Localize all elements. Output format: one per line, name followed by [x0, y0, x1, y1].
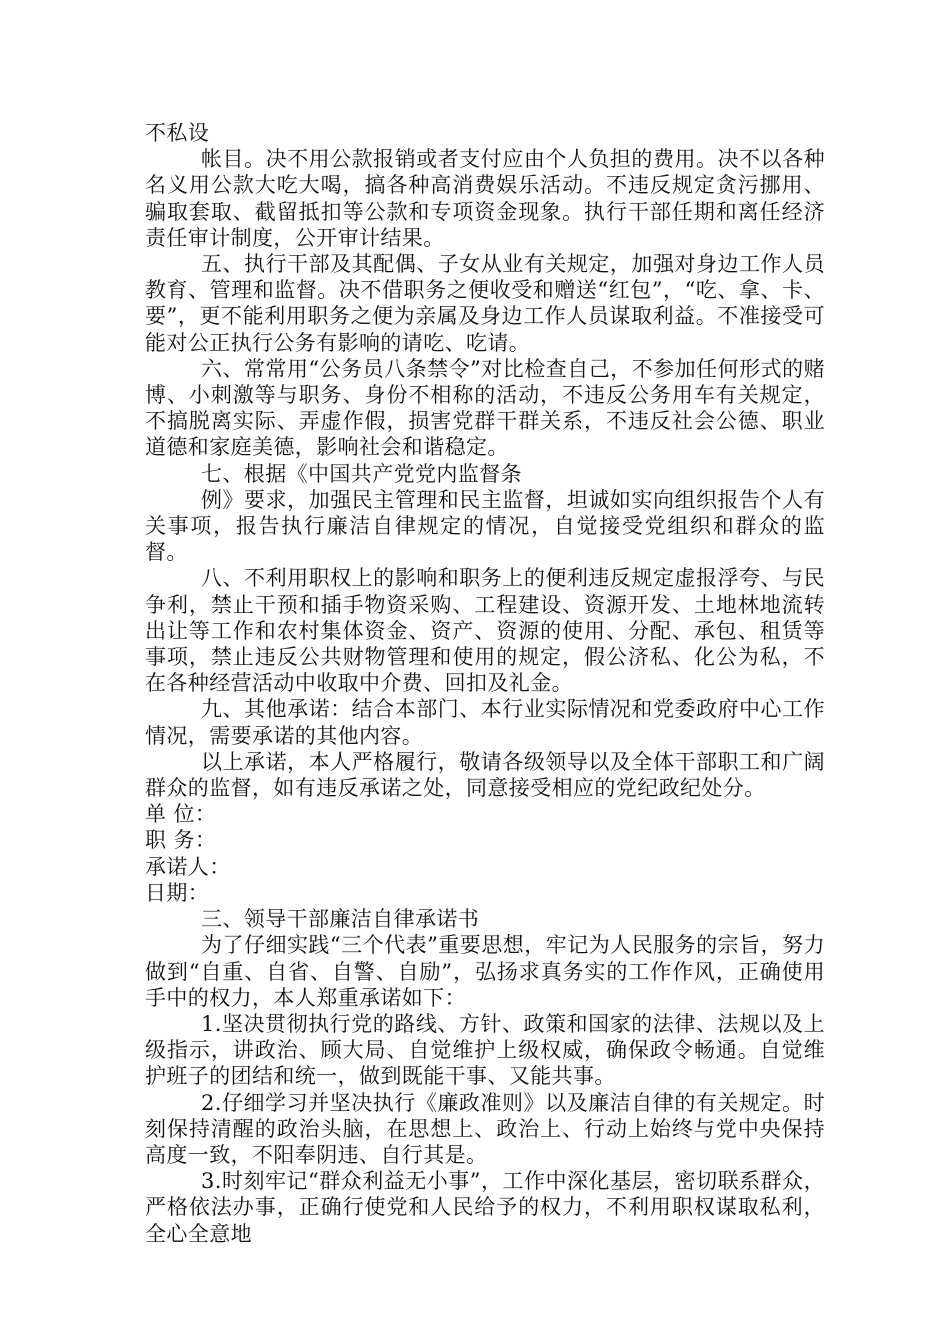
paragraph-item-6: 六、常常用“公务员八条禁令”对比检查自己，不参加任何形式的赌博、小刺激等与职务、身份不相称的活动，不违反公务用车有关规定，不搞脱离实际、弄虚作假，损害党群干群关系，不违反社会公德、职业道德和家庭美德，影响社会和谐稳定。 — [145, 356, 825, 460]
field-date — [145, 880, 825, 906]
paragraph-point-1: 1.坚决贯彻执行党的路线、方针、政策和国家的法律、法规以及上级指示，讲政治、顾大局、自觉维护上级权威，确保政令畅通。自觉维护班子的团结和统一，做到既能干事、又能共事。 — [145, 1011, 825, 1089]
paragraph-intro: 为了仔细实践“三个代表”重要思想，牢记为人民服务的宗旨，努力做到“自重、自省、自警、自励”，弘扬求真务实的工作作风，正确使用手中的权力，本人郑重承诺如下： — [145, 933, 825, 1010]
paragraph-point-3: 3.时刻牢记“群众利益无小事”，工作中深化基层，密切联系群众，严格依法办事，正确行使党和人民给予的权力，不利用职权谋取私利，全心全意地 — [145, 1169, 825, 1246]
field-position-label: 职 务： — [145, 828, 217, 853]
paragraph-conclusion: 以上承诺，本人严格履行，敬请各级领导以及全体干部职工和广阔群众的监督，如有违反承诺之处，同意接受相应的党纪政纪处分。 — [145, 749, 825, 801]
document-body — [145, 120, 825, 1247]
field-promiser — [145, 854, 825, 880]
paragraph-item-5: 五、执行干部及其配偶、子女从业有关规定，加强对身边工作人员教育、管理和监督。决不借职务之便收受和赠送“红包”，“吃、拿、卡、要”，更不能利用职务之便为亲属及身边工作人员谋取利益。不准接受可能对公正执行公务有影响的请吃、吃请。 — [145, 252, 825, 355]
field-promiser-label: 承诺人： — [145, 854, 231, 879]
paragraph-item-9: 九、其他承诺：结合本部门、本行业实际情况和党委政府中心工作情况，需要承诺的其他内容。 — [145, 697, 825, 748]
paragraph-item-7-continued: 例》要求，加强民主管理和民主监督，坦诚如实向组织报告个人有关事项，报告执行廉洁自律规定的情况，自觉接受党组织和群众的监督。 — [145, 487, 825, 565]
paragraph-accounts: 帐目。决不用公款报销或者支付应由个人负担的费用。决不以各种名义用公款大吃大喝，搞各种高消费娱乐活动。不违反规定贪污挪用、骗取套取、截留抵扣等公款和专项资金现象。执行干部任期和离任经济责任审计制度，公开审计结果。 — [145, 147, 825, 250]
paragraph-item-7: 七、根据《中国共产党党内监督条 — [201, 461, 522, 486]
paragraph-item-8: 八、不利用职权上的影响和职务上的便利违反规定虚报浮夸、与民争利，禁止干预和插手物资采购、工程建设、资源开发、土地林地流转出让等工作和农村集体资金、资产、资源的使用、分配、承包、租赁等事项，禁止违反公共财物管理和使用的规定，假公济私、化公为私，不在各种经营活动中收取中介费、回扣及礼金。 — [145, 566, 825, 696]
section-title: 三、领导干部廉洁自律承诺书 — [201, 907, 480, 932]
paragraph-point-2: 2.仔细学习并坚决执行《廉政准则》以及廉洁自律的有关规定。时刻保持清醒的政治头脑，在思想上、政治上、行动上始终与党中央保持高度一致，不阳奉阴违、自行其是。 — [145, 1090, 825, 1167]
field-unit — [145, 801, 825, 827]
field-date-label: 日期： — [145, 880, 210, 905]
field-unit-label: 单 位： — [145, 802, 217, 827]
paragraph-continuation: 不私设 — [145, 121, 210, 145]
field-position — [145, 827, 825, 853]
